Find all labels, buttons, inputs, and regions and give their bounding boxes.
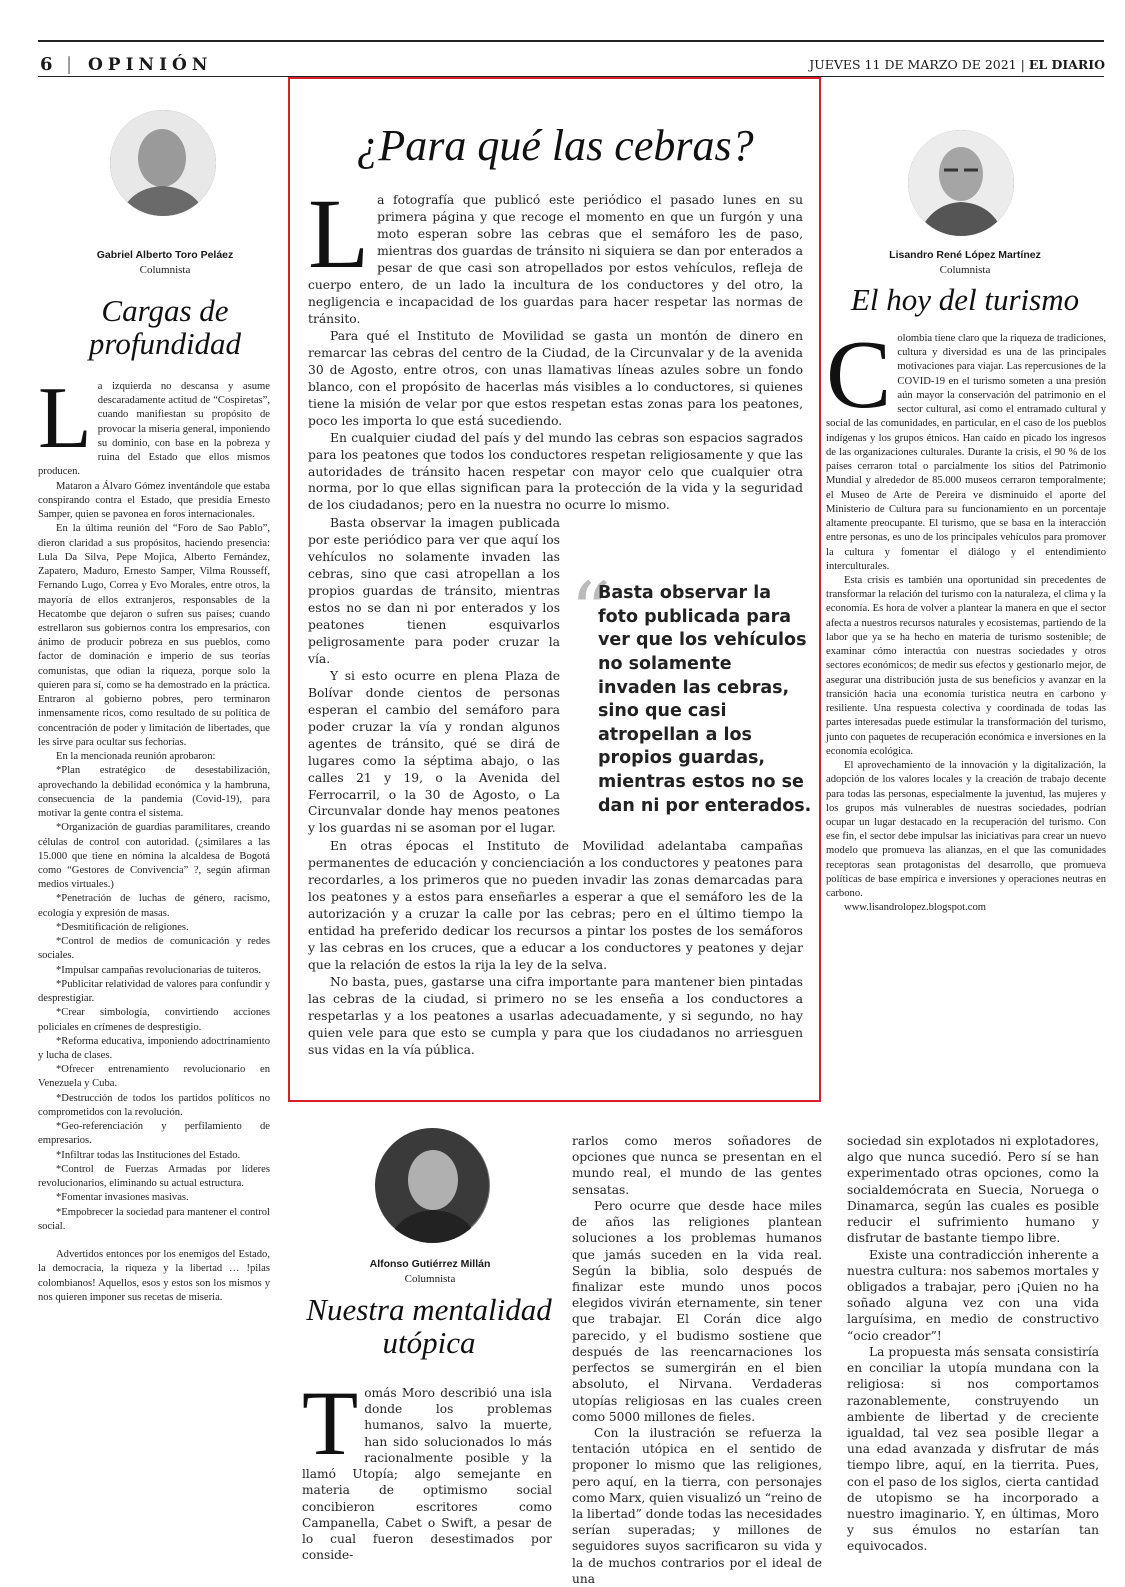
author-role-lopez: Columnista <box>939 264 991 276</box>
column-title-turismo: El hoy del turismo <box>850 282 1080 317</box>
paragraph-2: Para qué el Instituto de Movilidad se gasta un montón de dinero en remarcar las cebras del centro de la Ciudad, de la Circunvalar y de la avenida 30 de Agosto, entre otros, con unas llamativas líneas azules sobre un fondo blanco, con el propósito de hacerlas más visibles a lo conductores, si quienes tiene la misión de velar por que estos respetan estas zonas para los peatones, poco les importa lo que está sucediendo. <box>308 328 803 428</box>
header-date-separator: | <box>1016 57 1029 72</box>
paragraph-1: La fotografía que publicó este periódico el pasado lunes en su primera página y que recoge el momento en que un furgón y una moto esperan sobre las cebras que el semáforo les de paso, mientras dos guardas de tránsito ni siquiera se dan por enterados a pesar de que casi son atropellados por estos vehículos, refleja de cuerpo entero, de un lado la incultura de los conductores y del otro, la negligencia e incapacidad de los guardas para hacer respetar las normas de tránsito. <box>308 178 803 326</box>
bottom-column-3 <box>847 1133 1099 1555</box>
author-photo-lopez <box>908 130 1014 236</box>
author-photo-gutierrez <box>375 1128 490 1243</box>
article-title: ¿Para qué las cebras? <box>356 121 754 170</box>
paragraph-2: Esta crisis es también una oportunidad sin precedentes de transformar la relación del turismo con la naturaleza, el clima y la economía. Es hora de volver a plantear la manera en que el sector afecta a nuestros recursos naturales y ecosistemas, partiendo de la labor que ya se ha hecho en materia de turismo sostenible; de examinar cómo interactúa con nuestras sociedades y otros sectores económicos; de medir sus efectos y gestionarlo mejor, de asegurar una distribución justa de sus beneficios y avanzar en la transición hacia una economía turística neutra en carbono y resiliente. Una respuesta colectiva y coordinada de todas las partes interesadas puede estimular la transformación del turismo, junto con paquetes de recuperación económica e inversiones en la economía ecológica. <box>826 574 1106 757</box>
list-item: *Penetración de luchas de género, racismo, ecología y expresión de masas. <box>38 893 270 919</box>
list-item: *Infiltrar todas las Instituciones del Estado. <box>56 1149 241 1161</box>
dropcap-t: T <box>302 1372 359 1474</box>
paragraph-1: Colombia tiene claro que la riqueza de tradiciones, cultura y diversidad es una de las principales motivaciones para viajar. Las repercusiones de la COVID-19 en el turismo someten a una presión aún mayor la conservación del patrimonio en el sector cultural, así como el entramado cultural y social de las comunidades, en particular, en el caso de los pueblos indígenas y los grupos étnicos. Han caído en picado los ingresos de las organizaciones culturales. Durante la crisis, el 90 % de los países cerraron total o parcialmente los sitios del Patrimonio Mundial y alrededor de 85.000 museos cerraron temporalmente; el Museo de Arte de Pereira ve disminuido el aporte del Ministerio de Cultura para su funcionamiento en un porcentaje altamente preocupante. El turismo, que se basa en la interacción entre personas, es uno de los principales vehículos para promover la cultura y fomentar el diálogo y el entendimiento interculturales. <box>826 321 1106 572</box>
paragraph-2: Mataron a Álvaro Gómez inventándole que estaba conspirando contra el Estado, que presidía Ernesto Samper, quien se pavonea en foros internacionales. <box>38 480 270 521</box>
header-top-rule <box>38 40 1104 42</box>
author-name-lopez: Lisandro René López Martínez <box>889 249 1041 261</box>
paragraph-4: Basta observar la imagen publicada por este periódico para ver que aquí los vehículos no solamente invaden las cebras, sino que casi atropellan a los propios guardas de tránsito, mientras estos no se dan ni por enterados y los peatones tienen esquivarlos peligrosamente para poder cruzar la vía. <box>308 516 560 666</box>
paragraph-5: La propuesta más sensata consistiría en conciliar la utopía mundana con la religiosa: si nos comportamos razonablemente, construyendo un ambiente de libertad y de creciente igualdad, tal vez sea posible llegar a una edad avanzada y disfrutar de más tiempo libre, aquí, en la tierrita. Pues, con el paso de los siglos, cierta cantidad de utopismo se ha incorporado a nuestro imaginario. Y, en últimas, Moro y sus émulos no estarían tan equivocados. <box>847 1344 1099 1554</box>
column-title-cargas: Cargas de profundidad <box>88 293 242 362</box>
list-item: *Impulsar campañas revolucionarias de tuiteros. <box>56 964 262 976</box>
author-role-toro: Columnista <box>139 264 191 276</box>
closing-paragraph: Advertidos entonces por los enemigos del Estado, la democracia, la riqueza y la libertad … !pilas colombianos! Aquellos, esos y estos son los mismos y nos quieren imponer sus recetas de miseria. <box>38 1249 270 1303</box>
list-item: *Desmitificación de religiones. <box>56 921 189 933</box>
list-item: *Control de medios de comunicación y redes sociales. <box>38 936 270 962</box>
paragraph-3: Con la ilustración se refuerza la tentación utópica en el sentido de proponer lo mismo que las religiones, pero aquí, en la tierra, con personajes como Marx, quien visualizó un “reino de la libertad” donde todas las necesidades serían superadas; y millones de seguidores suyos sacrificaron su vida y la de muchos contrarios por el ideal de una <box>572 1425 823 1586</box>
paragraph-continued: rarlos como meros soñadores de opciones que nunca se presentan en el mundo real, el mundo de las gentes sensatas. <box>572 1134 822 1197</box>
bottom-column-1 <box>302 1372 552 1563</box>
paragraph-1: La izquierda no descansa y asume descaradamente actitud de “Cospiretas”, cuando manifiestan su propósito de provocar la miseria general, imponiendo su dominio, con base en la pobreza y ruina del Estado que ellos mismos producen. <box>38 370 270 478</box>
list-item: *Empobrecer la sociedad para mantener el control social. <box>38 1206 270 1232</box>
article-body-narrow <box>308 515 560 837</box>
paragraph-4: Existe una contradicción inherente a nuestra cultura: nos sabemos mortales y obligados a trabajar, pero ¡Quien no ha soñado alguna vez con una vida larguísima, en medio de constructivo “ocio creador”! <box>847 1247 1099 1343</box>
column-body-cargas <box>38 370 270 1305</box>
pull-quote: Basta observar la foto publicada para ver que los vehículos no solamente invaden las cebras, sino que casi atropellan a los propios guardas, mientras estos no se dan ni por enterados. <box>598 583 812 816</box>
paragraph-3: En cualquier ciudad del país y del mundo las cebras son espacios sagrados para los peatones que todos los conductores respetan religiosamente y que las autoridades de tránsito hacen respetar con mayor celo que cualquier otra norma, por lo que ellas significan para la protección de la vida y la seguridad de los ciudadanos; pero en la nuestra no ocurre lo mismo. <box>308 430 803 513</box>
paragraph-6: En otras épocas el Instituto de Movilidad adelantaba campañas permanentes de educación y concienciación a los conductores y peatones para recordarles, a los primeros que no pueden invadir las zonas demarcadas para los peatones y a estos para enseñarles a esperar a que el semáforo les de la autorización y a cruzar la calle por las cebras; pero en el último tiempo la entidad ha preferido dedicar los recursos a pintar los postes de los semáforos y las cebras en los cruces, que a educar a los conductores y peatones y dejar que la relación de estos la rija la ley de la selva. <box>308 839 803 972</box>
list-item: *Fomentar invasiones masivas. <box>56 1192 189 1204</box>
paragraph-3: En la última reunión del “Foro de Sao Pablo”, dieron claridad a sus propósitos, haciendo presencia: Lula Da Silva, Pepe Mojica, Alberto Fernández, Zapatero, Maduro, Ernesto Samper, Vilma Rousseff, Fernando Lugo, Correa y Evo Morales, entre otros, la mayoría de ellos extranjeros, responsables de la Hecatombe que dejaron o sufren sus países; cuando estrellaron sus gobiernos contra los empresarios, con ánimo de producir pobreza en sus pueblos, como factor de dominación e imperio de sus teorías comunistas, que odian la riqueza, porque solo la quieren para sí, como se ha demostrado en la práctica. Entraron al gobierno pobres, pero terminaron inmensamente ricos, como resultado de su política de concentración de poder y limitación de libertades, que les sirve para ocultar sus fechorías. <box>38 523 270 748</box>
author-photo-toro <box>110 110 216 216</box>
section-title: OPINIÓN <box>88 55 213 75</box>
paragraph-4: En la mencionada reunión aprobaron: <box>56 751 216 763</box>
column-body-turismo <box>826 321 1106 916</box>
list-item: *Control de Fuerzas Armadas por líderes revolucionarios, eliminando su actual estructura. <box>38 1163 270 1190</box>
article-body-end <box>308 838 803 1059</box>
quote-mark-icon: “ <box>570 565 611 658</box>
paragraph-2: Pero ocurre que desde hace miles de años las religiones plantean soluciones a los problemas humanos que jamás suceden en la vida real. Según la biblia, solo después de finalizar este mundo unos pocos elegidos vivirán eternamente, sin tener que trabajar. El Corán dice algo parecido, y el budismo sostiene que después de las reencarnaciones los perfectos se sumergirán en el bien absoluto, el Nirvana. Verdaderas utopías religiosas en las cuales creen como 5000 millones de fieles. <box>572 1198 822 1424</box>
article-body-intro <box>308 178 803 514</box>
author-name-toro: Gabriel Alberto Toro Peláez <box>96 249 234 261</box>
paragraph-1: Tomás Moro describió una isla donde los problemas humanos, salvo la muerte, han sido solucionados lo más racionalmente posible y la llamó Utopía; algo semejante en materia de optimismo social concibieron escritores como Campanella, Cabet o Swift, a pesar de lo cual fueron desestimados por conside- <box>302 1372 552 1563</box>
column-title-utopica: Nuestra mentalidad utópica <box>306 1292 552 1361</box>
dropcap-l: L <box>38 370 92 467</box>
header-separator: | <box>66 54 73 75</box>
header-date: JUEVES 11 DE MARZO DE 2021 <box>809 57 1017 72</box>
author-role-gutierrez: Columnista <box>404 1273 456 1285</box>
list-item: *Geo-referenciación y perfilamiento de empresarios. <box>38 1121 270 1147</box>
list-item: *Organización de guardias paramilitares, creando células de control con autoridad. (¿similares a las 15.000 que tiene en nómina la alcaldesa de Bogotá como “Gestores de Convivencia” ?, según afirman medios virtuales.) <box>38 822 270 891</box>
list-item: *Crear simbología, convirtiendo acciones policiales en crímenes de desprestigio. <box>38 1007 270 1033</box>
portrait-placeholder-icon <box>908 130 1014 236</box>
dropcap-c: C <box>826 321 892 429</box>
page-number: 6 <box>40 54 54 75</box>
author-name-gutierrez: Alfonso Gutiérrez Millán <box>369 1258 491 1270</box>
list-item: *Destrucción de todos los partidos políticos no comprometidos con la revolución. <box>38 1092 270 1118</box>
paragraph-continued: sociedad sin explotados ni explotadores, algo que nunca sucedió. Pero sí se han experimentado otras opciones, como la socialdemócrata en Suecia, Noruega o Dinamarca, según las cuales es posible reducir el sufrimiento humano y disfrutar de bastante tiempo libre. <box>847 1134 1099 1246</box>
bottom-column-2 <box>572 1133 822 1587</box>
header-dateline <box>809 57 1105 72</box>
dropcap-l: L <box>308 178 370 289</box>
author-website[interactable]: www.lisandrolopez.blogspot.com <box>844 902 987 914</box>
paragraph-7: No basta, pues, gastarse una cifra importante para mantener bien pintadas las cebras de la ciudad, si primero no se les enseña a los conductores a respetarlas y a los peatones a usarlas adecuadamente, y si segundo, no hay quien vele para que esto se cumpla y para que los ciudadanos no arriesguen sus vidas en la vía pública. <box>308 974 803 1057</box>
newspaper-name: EL DIARIO <box>1028 57 1105 72</box>
list-item: *Plan estratégico de desestabilización, aprovechando la debilidad económica y la hambruna, consecuencia de la pandemia (Covid-19), para motivar la gente contra el sistema. <box>38 765 270 820</box>
list-item: *Reforma educativa, imponiendo adoctrinamiento y lucha de clases. <box>38 1035 270 1062</box>
portrait-placeholder-icon <box>110 110 216 216</box>
list-item: *Ofrecer entrenamiento revolucionario en Venezuela y Cuba. <box>38 1064 270 1090</box>
paragraph-3: El aprovechamiento de la innovación y la digitalización, la adopción de los valores locales y la creación de trabajo decente para todas las personas, especialmente la juventud, las mujeres y los grupos más vulnerables de nuestras sociedades, podrían ocupar un lugar destacado en la recuperación del turismo. Con ese fin, el sector debe impulsar las iniciativas para crear un nuevo modelo que promueva las alianzas, en el que las comunidades receptoras sean protagonistas del desarrollo, que promueva políticas de base empírica e inversiones y operaciones neutras en carbono. <box>826 760 1106 900</box>
list-item: *Publicitar relatividad de valores para confundir y desprestigiar. <box>38 978 270 1005</box>
paragraph-5: Y si esto ocurre en plena Plaza de Bolívar donde cientos de personas esperan el cambio del semáforo para poder cruzar la vía y rondan algunos agentes de tránsito, qué se dirá de lugares como la séptima abajo, o las calles 21 y 19, o la Avenida del Ferrocarril, o la 30 de Agosto, o La Circunvalar donde hay menos peatones y los guardas ni se asoman por el lugar. <box>308 668 560 836</box>
portrait-placeholder-icon <box>375 1128 490 1243</box>
